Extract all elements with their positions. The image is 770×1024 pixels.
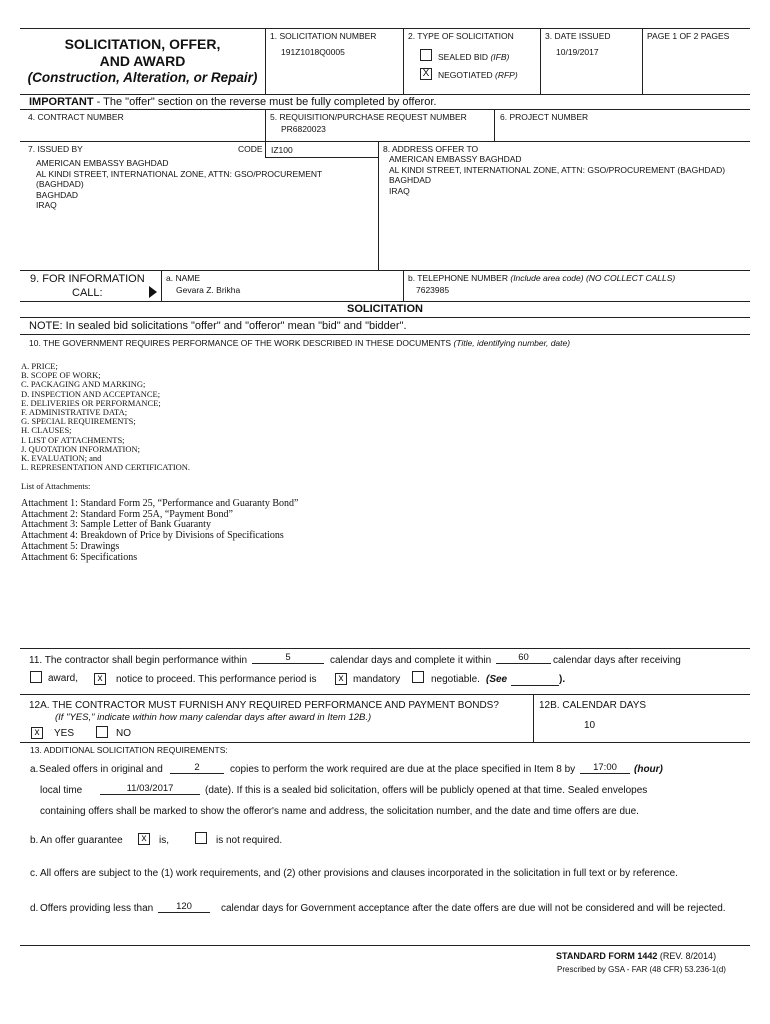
telephone-label: b. TELEPHONE NUMBER (Include area code) (NO COLLECT CALLS) bbox=[408, 273, 676, 283]
section-item: B. SCOPE OF WORK; bbox=[21, 370, 101, 381]
item13b-prefix: b. bbox=[30, 835, 39, 846]
item13a-text-2: copies to perform the work required are due at the place specified in Item 8 by bbox=[230, 764, 576, 775]
award-label: award, bbox=[48, 673, 79, 684]
section-item: A. PRICE; bbox=[21, 361, 58, 371]
name-value[interactable]: Gevara Z. Brikha bbox=[176, 285, 241, 295]
issued-by-address bbox=[36, 158, 322, 211]
negotiated-checkbox[interactable]: X bbox=[420, 68, 432, 80]
item11-text-2: calendar days and complete it within bbox=[330, 655, 492, 666]
attachment-item: Attachment 3: Sample Letter of Bank Guaranty bbox=[21, 519, 211, 531]
info-call-label-1: 9. FOR INFORMATION bbox=[30, 273, 145, 285]
arrow-right-icon bbox=[149, 286, 157, 298]
attachments-list bbox=[21, 499, 298, 563]
name-label: a. NAME bbox=[166, 273, 201, 283]
item13c-prefix: c. bbox=[30, 868, 38, 879]
project-number-label: 6. PROJECT NUMBER bbox=[500, 112, 589, 122]
item13d-text-2: calendar days for Government acceptance after the date offers are due will not be considered and will be rejected. bbox=[221, 903, 726, 914]
prescribed-by: Prescribed by GSA - FAR (48 CFR) 53.236-1(d) bbox=[557, 965, 726, 974]
item13d-prefix: d. bbox=[30, 903, 39, 914]
sealed-bid-checkbox[interactable] bbox=[420, 49, 432, 61]
begin-days-field[interactable]: 5 bbox=[252, 652, 324, 664]
sections-list bbox=[21, 362, 190, 472]
address-line: BAGHDAD bbox=[389, 175, 432, 185]
section-item: F. ADMINISTRATIVE DATA; bbox=[21, 407, 128, 418]
section-item: G. SPECIAL REQUIREMENTS; bbox=[21, 416, 136, 427]
type-of-solicitation-label: 2. TYPE OF SOLICITATION bbox=[408, 31, 514, 41]
section-item: C. PACKAGING AND MARKING; bbox=[21, 379, 146, 390]
see-end: ). bbox=[559, 674, 566, 685]
item12b-value[interactable]: 10 bbox=[584, 720, 596, 731]
attachment-item: Attachment 1: Standard Form 25, “Performance and Guaranty Bond” bbox=[21, 498, 299, 509]
guarantee-is-checkbox[interactable]: x bbox=[138, 833, 150, 845]
due-date-field[interactable]: 11/03/2017 bbox=[100, 783, 200, 795]
see-item-field[interactable] bbox=[511, 674, 559, 686]
code-value[interactable]: IZ100 bbox=[271, 145, 293, 155]
attachments-heading: List of Attachments: bbox=[21, 481, 91, 491]
section-item: H. CLAUSES; bbox=[21, 425, 72, 436]
see-label: (See bbox=[486, 674, 508, 685]
section-item: J. QUOTATION INFORMATION; bbox=[21, 443, 141, 454]
address-line: AL KINDI STREET, INTERNATIONAL ZONE, ATTN: GSO/PROCUREMENT (BAGHDAD) bbox=[389, 164, 726, 175]
date-issued-label: 3. DATE ISSUED bbox=[545, 31, 611, 41]
title-line-2: AND AWARD bbox=[99, 53, 186, 69]
section-item: E. DELIVERIES OR PERFORMANCE; bbox=[21, 397, 161, 408]
address-line: AL KINDI STREET, INTERNATIONAL ZONE, ATTN: GSO/PROCUREMENT bbox=[36, 168, 323, 179]
hour-field[interactable]: 17:00 bbox=[580, 762, 630, 774]
item10-label: 10. THE GOVERNMENT REQUIRES PERFORMANCE OF THE WORK DESCRIBED IN THESE DOCUMENTS (Title, identifying number, date) bbox=[29, 338, 571, 348]
complete-days-field[interactable]: 60 bbox=[496, 652, 551, 664]
item12b-label: 12B. CALENDAR DAYS bbox=[539, 700, 647, 711]
guarantee-not-checkbox[interactable] bbox=[195, 832, 207, 844]
solicitation-number-value[interactable]: 191Z1018Q0005 bbox=[281, 47, 345, 57]
address-line: IRAQ bbox=[389, 185, 410, 196]
item13a-text-1: Sealed offers in original and bbox=[39, 764, 163, 775]
guarantee-not-label: is not required. bbox=[216, 835, 283, 846]
item13b-text: An offer guarantee bbox=[40, 835, 123, 846]
address-line: (BAGHDAD) bbox=[36, 179, 84, 189]
contract-number-label: 4. CONTRACT NUMBER bbox=[28, 112, 124, 122]
item13a-prefix: a. bbox=[30, 764, 39, 775]
section-item: I. LIST OF ATTACHMENTS; bbox=[21, 434, 125, 445]
bonds-no-checkbox[interactable] bbox=[96, 726, 108, 738]
requisition-number-value[interactable]: PR6820023 bbox=[281, 124, 326, 134]
negotiable-checkbox[interactable] bbox=[412, 671, 424, 683]
bonds-yes-checkbox[interactable]: x bbox=[31, 727, 43, 739]
page-count-label: PAGE 1 OF 2 PAGES bbox=[647, 31, 730, 41]
important-notice: IMPORTANT - The "offer" section on the reverse must be fully completed by offeror. bbox=[29, 96, 437, 108]
sealed-bid-label: SEALED BID (IFB) bbox=[438, 52, 510, 62]
item13a-text-4: containing offers shall be marked to show the offeror's name and address, the solicitation number, and the date and time offers are due. bbox=[40, 806, 639, 817]
sealed-bid-note: NOTE: In sealed bid solicitations "offer" and "offeror" mean "bid" and "bidder". bbox=[29, 320, 407, 332]
address-line: AMERICAN EMBASSY BAGHDAD bbox=[389, 154, 522, 164]
item11-text-3: calendar days after receiving bbox=[553, 655, 681, 666]
bonds-no-label: NO bbox=[116, 728, 131, 739]
item12a-label: 12A. THE CONTRACTOR MUST FURNISH ANY REQUIRED PERFORMANCE AND PAYMENT BONDS? bbox=[29, 700, 499, 711]
solicitation-heading: SOLICITATION bbox=[347, 303, 423, 315]
address-offer-label: 8. ADDRESS OFFER TO bbox=[383, 144, 479, 154]
requisition-number-label: 5. REQUISITION/PURCHASE REQUEST NUMBER bbox=[270, 112, 467, 122]
hour-label: (hour) bbox=[634, 764, 663, 775]
mandatory-label: mandatory bbox=[353, 674, 401, 685]
title-line-1: SOLICITATION, OFFER, bbox=[64, 36, 221, 52]
item13a-text-3: (date). If this is a sealed bid solicitation, offers will be publicly opened at that time. Sealed envelopes bbox=[205, 785, 648, 796]
copies-field[interactable]: 2 bbox=[170, 762, 224, 774]
award-checkbox[interactable] bbox=[30, 671, 42, 683]
negotiated-label: NEGOTIATED (RFP) bbox=[438, 70, 518, 80]
code-label: CODE bbox=[238, 144, 263, 154]
attachment-item: Attachment 6: Specifications bbox=[21, 551, 138, 563]
issued-by-label: 7. ISSUED BY bbox=[28, 144, 83, 154]
ntp-label: notice to proceed. This performance period is bbox=[116, 674, 317, 685]
address-line: AMERICAN EMBASSY BAGHDAD bbox=[36, 158, 169, 168]
guarantee-is-label: is, bbox=[159, 835, 169, 846]
mandatory-checkbox[interactable]: x bbox=[335, 673, 347, 685]
section-item: L. REPRESENTATION AND CERTIFICATION. bbox=[21, 462, 191, 473]
attachment-item: Attachment 4: Breakdown of Price by Divisions of Specifications bbox=[21, 530, 284, 542]
address-offer-address bbox=[389, 154, 725, 196]
section-item: K. EVALUATION; and bbox=[21, 453, 102, 464]
attachment-item: Attachment 2: Standard Form 25A, “Payment Bond” bbox=[21, 508, 233, 520]
solicitation-number-label: 1. SOLICITATION NUMBER bbox=[270, 31, 377, 41]
negotiable-label: negotiable. bbox=[431, 674, 480, 685]
item13c-text: All offers are subject to the (1) work requirements, and (2) other provisions and clauses incorporated in the solicitation in full text or by reference. bbox=[40, 868, 678, 879]
ntp-checkbox[interactable]: x bbox=[94, 673, 106, 685]
local-time-label: local time bbox=[40, 785, 83, 796]
info-call-label-2: CALL: bbox=[72, 287, 103, 299]
title-line-3: (Construction, Alteration, or Repair) bbox=[27, 70, 258, 85]
section-item: D. INSPECTION AND ACCEPTANCE; bbox=[21, 388, 161, 399]
item11-text-1: 11. The contractor shall begin performance within bbox=[29, 655, 248, 666]
attachment-item: Attachment 5: Drawings bbox=[21, 540, 120, 552]
address-line: BAGHDAD bbox=[36, 189, 79, 200]
item12a-note: (If "YES," indicate within how many calendar days after award in Item 12B.) bbox=[55, 712, 372, 723]
telephone-value[interactable]: 7623985 bbox=[416, 285, 450, 295]
date-issued-value[interactable]: 10/19/2017 bbox=[556, 47, 599, 57]
item13d-text-1: Offers providing less than bbox=[40, 903, 154, 914]
form-number: STANDARD FORM 1442 (REV. 8/2014) bbox=[556, 951, 717, 961]
bonds-yes-label: YES bbox=[54, 728, 75, 739]
item13-label: 13. ADDITIONAL SOLICITATION REQUIREMENTS: bbox=[30, 745, 228, 755]
address-line: IRAQ bbox=[36, 200, 57, 210]
acceptance-days-field[interactable]: 120 bbox=[158, 901, 210, 913]
